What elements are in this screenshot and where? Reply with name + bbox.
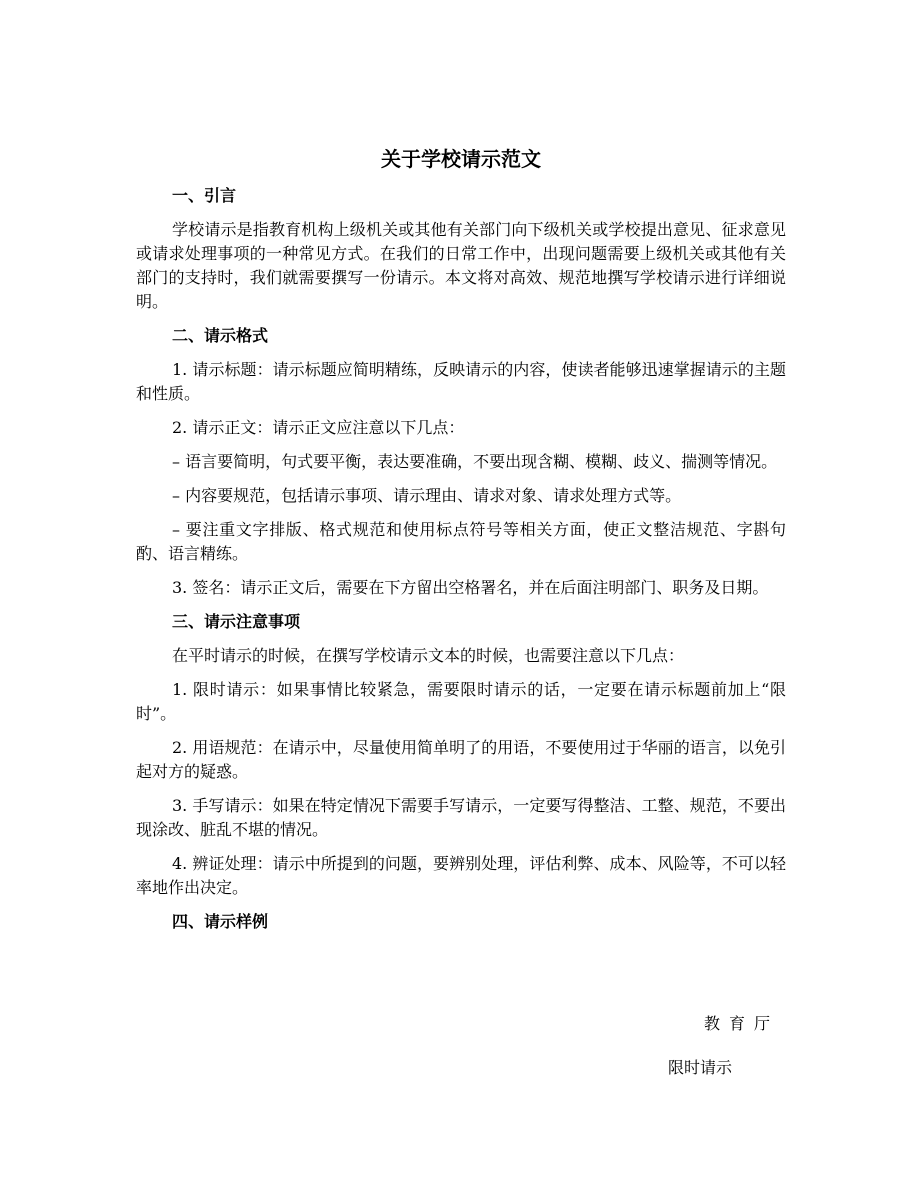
- paragraph: – 语言要简明，句式要平衡，表达要准确，不要出现含糊、模糊、歧义、揣测等情况。: [172, 452, 778, 471]
- document-page: [136, 144, 786, 1077]
- paragraph: 3. 手写请示：如果在特定情况下需要手写请示，一定要写得整洁、工整、规范，不要出现涂改、脏乱不堪的情况。: [136, 796, 786, 839]
- paragraph: 1. 请示标题：请示标题应简明精练，反映请示的内容，使读者能够迅速掌握请示的主题和性质。: [136, 360, 786, 403]
- paragraph: 1. 限时请示：如果事情比较紧急，需要限时请示的话，一定要在请示标题前加上“限时”。: [136, 680, 786, 723]
- section-heading: 二、请示格式: [172, 326, 269, 345]
- sample-organization: 教育厅: [704, 1014, 780, 1033]
- paragraph: 2. 用语规范：在请示中，尽量使用简单明了的用语，不要使用过于华丽的语言，以免引起对方的疑惑。: [136, 738, 786, 781]
- section-heading: 一、引言: [172, 186, 237, 205]
- paragraph: 4. 辨证处理：请示中所提到的问题，要辨别处理，评估利弊、成本、风险等，不可以轻率地作出决定。: [136, 854, 786, 897]
- sample-label: 限时请示: [668, 1058, 733, 1077]
- paragraph: 在平时请示的时候，在撰写学校请示文本的时候，也需要注意以下几点：: [172, 646, 685, 665]
- document-title: 关于学校请示范文: [381, 147, 541, 171]
- paragraph: – 要注重文字排版、格式规范和使用标点符号等相关方面，使正文整洁规范、字斟句酌、语言精练。: [136, 520, 786, 563]
- paragraph: – 内容要规范，包括请示事项、请示理由、请求对象、请求处理方式等。: [172, 486, 682, 505]
- section-heading: 四、请示样例: [172, 912, 269, 931]
- section-heading: 三、请示注意事项: [172, 612, 301, 631]
- paragraph: 学校请示是指教育机构上级机关或其他有关部门向下级机关或学校提出意见、征求意见或请求处理事项的一种常见方式。在我们的日常工作中，出现问题需要上级机关或其他有关部门的支持时，我们就需要撰写一份请示。本文将对高效、规范地撰写学校请示进行详细说明。: [136, 220, 786, 311]
- paragraph: 2. 请示正文：请示正文应注意以下几点：: [172, 418, 465, 437]
- paragraph: 3. 签名：请示正文后，需要在下方留出空格署名，并在后面注明部门、职务及日期。: [172, 578, 769, 597]
